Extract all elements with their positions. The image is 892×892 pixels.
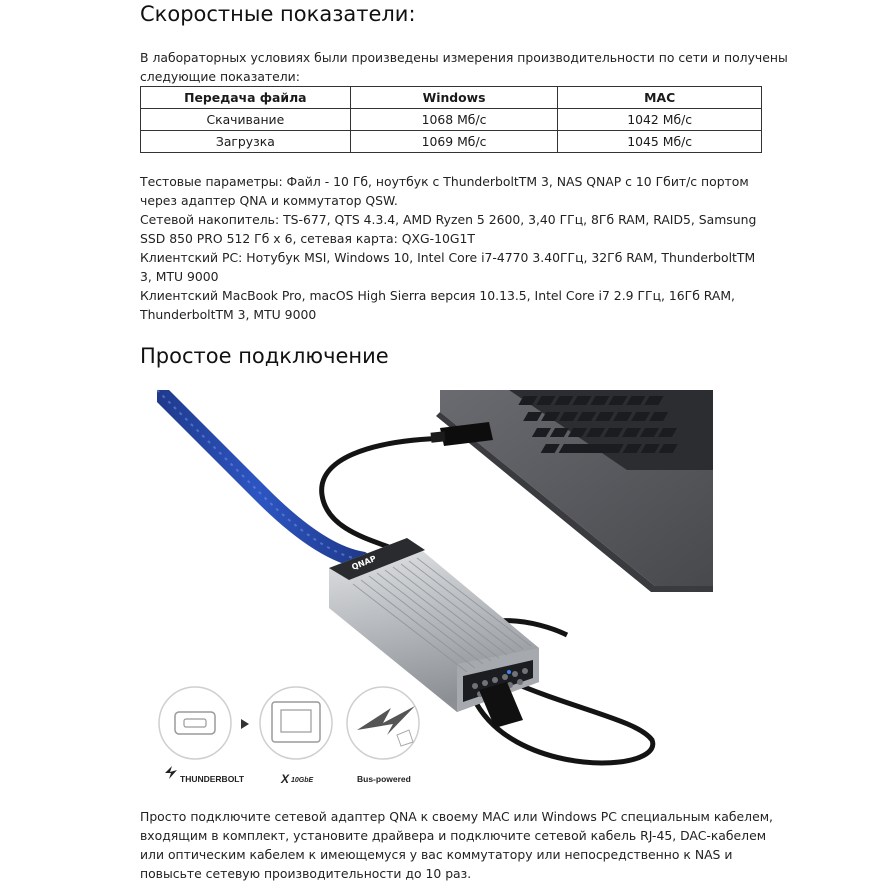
closing-line: входящим в комплект, установите драйвера и подключите сетевой кабель RJ-45, DAC-кабелем <box>140 828 767 843</box>
params-line: Сетевой накопитель: TS-677, QTS 4.3.4, AMD Ryzen 5 2600, 3,40 ГГц, 8Гб RAM, RAID5, Samsung <box>140 212 757 227</box>
thunderbolt-cable <box>322 438 449 550</box>
cell-operation: Загрузка <box>141 131 351 153</box>
closing-line: повысьте сетевую производительности до 10 раз. <box>140 866 472 881</box>
table-row <box>141 131 762 153</box>
10gbe-label: 10GbE <box>291 777 314 784</box>
header-mac: MAC <box>558 87 762 109</box>
connect-heading: Простое подключение <box>140 344 389 368</box>
params-line: SSD 850 PRO 512 Гб x 6, сетевая карта: QXG-10G1T <box>140 231 475 246</box>
cell-windows-speed: 1068 Мб/с <box>350 109 558 131</box>
arrow-right-icon <box>241 719 249 729</box>
intro-line: следующие показатели: <box>140 69 300 84</box>
params-line: через адаптер QNA и коммутатор QSW. <box>140 193 398 208</box>
closing-paragraph <box>140 807 773 883</box>
table-header-row <box>141 87 762 109</box>
intro-line: В лабораторных условиях были произведены измерения производительности по сети и получены <box>140 50 788 65</box>
cell-windows-speed: 1069 Мб/с <box>350 131 558 153</box>
thunderbolt-icon <box>165 766 177 779</box>
product-photo <box>157 390 713 790</box>
x-icon: X <box>281 772 290 786</box>
table-row <box>141 109 762 131</box>
params-line: Тестовые параметры: Файл - 10 Гб, ноутбук с ThunderboltTM 3, NAS QNAP с 10 Гбит/с портом <box>140 174 749 189</box>
header-windows: Windows <box>350 87 558 109</box>
params-line: 3, MTU 9000 <box>140 269 219 284</box>
ethernet-cable <box>157 390 362 560</box>
test-parameters <box>140 172 770 324</box>
cell-mac-speed: 1042 Мб/с <box>558 109 762 131</box>
closing-line: Просто подключите сетевой адаптер QNA к своему MAC или Windows PC специальным кабелем, <box>140 809 773 824</box>
params-line: Клиентский PC: Нотубук MSI, Windows 10, Intel Core i7-4770 3.40ГГц, 32Гб RAM, ThunderboltTM <box>140 250 756 265</box>
bus-powered-label: Bus-powered <box>357 774 411 784</box>
intro-paragraph <box>140 48 788 86</box>
header-file-transfer: Передача файла <box>141 87 351 109</box>
speed-heading: Скоростные показатели: <box>140 2 416 26</box>
laptop <box>436 390 713 592</box>
thunderbolt-label: THUNDERBOLT <box>180 774 245 784</box>
adapter-brand: QNAP <box>350 553 378 572</box>
params-line: ThunderboltTM 3, MTU 9000 <box>140 307 317 322</box>
cell-operation: Скачивание <box>141 109 351 131</box>
cell-mac-speed: 1045 Мб/с <box>558 131 762 153</box>
params-line: Клиентский MacBook Pro, macOS High Sierra версия 10.13.5, Intel Core i7 2.9 ГГц, 16Гб RAM, <box>140 288 735 303</box>
closing-line: или оптическим кабелем к имеющемуся у вас коммутатору или непосредственно к NAS и <box>140 847 733 862</box>
performance-table <box>140 86 762 153</box>
feature-icons <box>159 687 419 786</box>
